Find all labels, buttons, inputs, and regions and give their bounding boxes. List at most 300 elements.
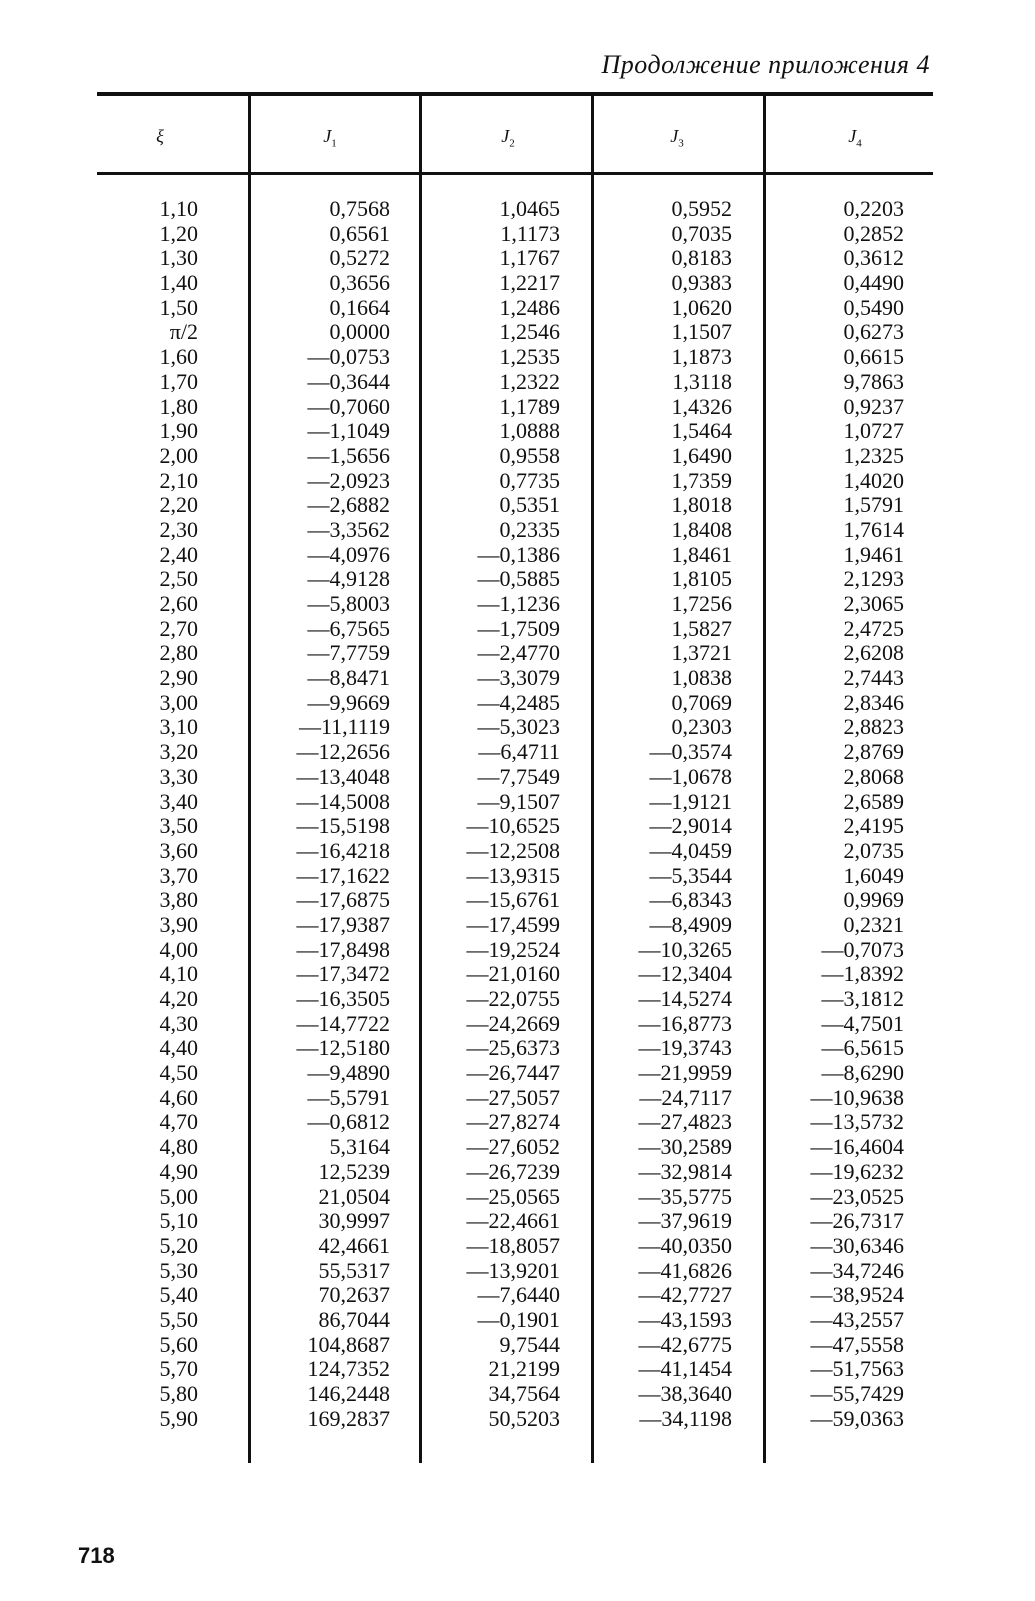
table-cell: 3,30 — [159, 763, 198, 789]
table-cell: —59,0363 — [810, 1405, 904, 1431]
table-cell: 2,00 — [159, 442, 198, 468]
table-cell: —13,9315 — [466, 862, 560, 888]
table-cell: —4,9128 — [307, 566, 390, 592]
table-cell: —16,3505 — [296, 986, 390, 1011]
table-cell: —1,0678 — [649, 763, 732, 789]
table-cell: 12,5239 — [318, 1158, 390, 1184]
table-cell: —2,6882 — [307, 492, 390, 518]
table-cell: 1,1767 — [499, 245, 560, 271]
table-cell: 9,7544 — [499, 1331, 560, 1357]
table-cell: —7,7759 — [307, 640, 390, 666]
table-cell: —27,6052 — [466, 1134, 560, 1160]
table-row — [0, 715, 1035, 740]
table-cell: —9,9669 — [307, 689, 390, 715]
table-cell: 50,5203 — [488, 1405, 560, 1431]
table-row — [0, 518, 1035, 543]
table-cell: —10,9638 — [810, 1084, 904, 1110]
table-cell: —14,7722 — [296, 1010, 390, 1036]
table-cell: —1,9121 — [649, 788, 732, 814]
table-cell: —26,7447 — [466, 1060, 560, 1086]
table-cell: —0,3644 — [307, 368, 390, 394]
table-row — [0, 888, 1035, 913]
table-cell: 1,30 — [159, 245, 198, 271]
page-header: Продолжение приложения 4 — [601, 50, 930, 79]
table-cell: 1,8408 — [671, 516, 732, 542]
table-cell: 1,40 — [159, 270, 198, 296]
table-cell: —7,6440 — [477, 1282, 560, 1308]
table-cell: 2,90 — [159, 665, 198, 691]
table-cell: 1,70 — [159, 368, 198, 394]
table-cell: —4,7501 — [821, 1010, 904, 1036]
table-cell: —0,7060 — [307, 393, 390, 419]
table-cell: —1,7509 — [477, 615, 560, 641]
table-row — [0, 1357, 1035, 1382]
table-cell: —26,7317 — [810, 1208, 904, 1234]
table-row — [0, 222, 1035, 247]
column-header-xi — [120, 126, 200, 147]
table-cell: 1,7359 — [671, 467, 732, 493]
table-cell: 34,7564 — [488, 1381, 560, 1406]
table-cell: 3,80 — [159, 887, 198, 913]
table-cell: 1,2322 — [499, 368, 560, 394]
table-cell: 1,8461 — [671, 541, 732, 567]
table-cell: 1,2546 — [499, 319, 560, 345]
table-cell: 3,50 — [159, 813, 198, 839]
table-cell: 1,9461 — [843, 541, 904, 567]
table-row — [0, 617, 1035, 642]
table-cell: —8,4909 — [649, 911, 732, 937]
table-cell: —3,1812 — [821, 986, 904, 1011]
table-cell: 1,2217 — [499, 270, 560, 296]
table-cell: —4,0976 — [307, 541, 390, 567]
table-row — [0, 1086, 1035, 1111]
column-header-j4 — [815, 126, 895, 150]
table-cell: 1,0838 — [671, 665, 732, 691]
table-cell: 1,2535 — [499, 344, 560, 370]
table-row — [0, 1061, 1035, 1086]
table-row — [0, 493, 1035, 518]
table-cell: —9,1507 — [477, 788, 560, 814]
table-cell: —0,5885 — [477, 566, 560, 592]
table-cell: —12,2656 — [296, 739, 390, 765]
table-cell: 4,60 — [159, 1084, 198, 1110]
table-cell: 124,7352 — [307, 1356, 390, 1382]
table-cell: 1,90 — [159, 418, 198, 444]
table-cell: 0,7069 — [671, 689, 732, 715]
table-row — [0, 691, 1035, 716]
table-cell: 5,70 — [159, 1356, 198, 1382]
table-cell: —0,7073 — [821, 936, 904, 962]
table-cell: —21,0160 — [466, 961, 560, 987]
table-row — [0, 987, 1035, 1012]
table-cell: —51,7563 — [810, 1356, 904, 1382]
column-header-sub: 2 — [509, 137, 515, 150]
table-cell: 0,2335 — [499, 516, 560, 542]
table-cell: 1,3721 — [671, 640, 732, 666]
table-cell: —17,4599 — [466, 911, 560, 937]
table-row — [0, 814, 1035, 839]
table-cell: —22,0755 — [466, 986, 560, 1011]
table-cell: —55,7429 — [810, 1381, 904, 1406]
table-cell: —25,0565 — [466, 1183, 560, 1209]
table-cell: 0,6561 — [329, 220, 390, 246]
table-row — [0, 320, 1035, 345]
table-cell: —22,4661 — [466, 1208, 560, 1234]
table-row — [0, 1234, 1035, 1259]
column-header-label: J — [848, 126, 857, 146]
table-row — [0, 345, 1035, 370]
table-cell: 2,8346 — [843, 689, 904, 715]
table-cell: —16,8773 — [638, 1010, 732, 1036]
table-cell: 1,0620 — [671, 294, 732, 320]
table-cell: —15,6761 — [466, 887, 560, 913]
table-cell: 0,7568 — [329, 196, 390, 221]
table-row — [0, 370, 1035, 395]
table-cell: —19,2524 — [466, 936, 560, 962]
table-cell: —5,3544 — [649, 862, 732, 888]
table-cell: —18,8057 — [466, 1232, 560, 1258]
table-row — [0, 1382, 1035, 1407]
table-cell: 1,5791 — [843, 492, 904, 518]
table-cell: —13,9201 — [466, 1257, 560, 1283]
column-header-j2 — [468, 126, 548, 150]
table-body — [0, 197, 1035, 1431]
table-cell: 0,0000 — [329, 319, 390, 345]
table-cell: 1,7256 — [671, 591, 732, 616]
column-header-label: J — [323, 126, 332, 146]
table-row — [0, 567, 1035, 592]
table-cell: 5,10 — [159, 1208, 198, 1234]
table-row — [0, 839, 1035, 864]
table-cell: —1,1236 — [477, 591, 560, 616]
table-row — [0, 543, 1035, 568]
table-row — [0, 1185, 1035, 1210]
table-cell: 4,90 — [159, 1158, 198, 1184]
table-cell: —24,2669 — [466, 1010, 560, 1036]
table-cell: 2,8068 — [843, 763, 904, 789]
column-header-j3 — [637, 126, 717, 150]
table-cell: —24,7117 — [639, 1084, 732, 1110]
table-cell: —43,1593 — [638, 1306, 732, 1332]
table-row — [0, 1160, 1035, 1185]
table-cell: —42,7727 — [638, 1282, 732, 1308]
table-cell: —5,8003 — [307, 591, 390, 616]
table-cell: —0,1901 — [477, 1306, 560, 1332]
column-header-label: J — [501, 126, 510, 146]
table-row — [0, 1135, 1035, 1160]
table-header-rule — [97, 172, 933, 175]
table-cell: —12,3404 — [638, 961, 732, 987]
table-cell: 2,4195 — [843, 813, 904, 839]
table-cell: 1,4326 — [671, 393, 732, 419]
table-cell: —2,4770 — [477, 640, 560, 666]
table-cell: 4,20 — [159, 986, 198, 1011]
table-cell: —41,1454 — [638, 1356, 732, 1382]
table-cell: —17,9387 — [296, 911, 390, 937]
table-row — [0, 790, 1035, 815]
table-cell: 0,4490 — [843, 270, 904, 296]
table-row — [0, 1283, 1035, 1308]
table-cell: π/2 — [169, 319, 198, 345]
table-row — [0, 1209, 1035, 1234]
table-cell: 2,8769 — [843, 739, 904, 765]
table-row — [0, 913, 1035, 938]
table-row — [0, 395, 1035, 420]
table-cell: 5,60 — [159, 1331, 198, 1357]
table-cell: —17,3472 — [296, 961, 390, 987]
table-cell: —5,5791 — [307, 1084, 390, 1110]
table-cell: 0,3612 — [843, 245, 904, 271]
table-cell: 0,8183 — [671, 245, 732, 271]
table-cell: 2,60 — [159, 591, 198, 616]
table-cell: —1,1049 — [307, 418, 390, 444]
table-cell: —0,0753 — [307, 344, 390, 370]
table-cell: —17,8498 — [296, 936, 390, 962]
table-cell: 4,40 — [159, 1035, 198, 1061]
table-cell: —43,2557 — [810, 1306, 904, 1332]
table-cell: —2,9014 — [649, 813, 732, 839]
table-cell: 3,40 — [159, 788, 198, 814]
table-cell: —10,6525 — [466, 813, 560, 839]
table-cell: 70,2637 — [318, 1282, 390, 1308]
table-cell: —1,5656 — [307, 442, 390, 468]
table-cell: 0,2303 — [671, 714, 732, 740]
table-cell: —0,3574 — [649, 739, 732, 765]
table-cell: —2,0923 — [307, 467, 390, 493]
table-cell: 2,3065 — [843, 591, 904, 616]
table-cell: 3,90 — [159, 911, 198, 937]
table-cell: 0,6615 — [843, 344, 904, 370]
column-header-sub: 1 — [331, 137, 337, 150]
table-row — [0, 1110, 1035, 1135]
table-cell: —19,3743 — [638, 1035, 732, 1061]
table-cell: 1,0727 — [843, 418, 904, 444]
table-cell: —6,4711 — [478, 739, 560, 765]
table-cell: 2,70 — [159, 615, 198, 641]
table-cell: 0,7735 — [499, 467, 560, 493]
page-number: 718 — [78, 1543, 115, 1568]
table-cell: 3,00 — [159, 689, 198, 715]
table-row — [0, 740, 1035, 765]
table-cell: 146,2448 — [307, 1381, 390, 1406]
table-row — [0, 1259, 1035, 1284]
table-cell: 2,30 — [159, 516, 198, 542]
table-cell: 4,10 — [159, 961, 198, 987]
table-cell: —47,5558 — [810, 1331, 904, 1357]
table-row — [0, 864, 1035, 889]
table-cell: 0,2203 — [843, 196, 904, 221]
table-cell: 104,8687 — [307, 1331, 390, 1357]
table-row — [0, 296, 1035, 321]
table-cell: 5,50 — [159, 1306, 198, 1332]
table-cell: —0,6812 — [307, 1109, 390, 1135]
table-cell: —4,2485 — [477, 689, 560, 715]
table-cell: —27,5057 — [466, 1084, 560, 1110]
table-cell: —17,6875 — [296, 887, 390, 913]
table-cell: 1,2486 — [499, 294, 560, 320]
table-row — [0, 197, 1035, 222]
table-cell: 42,4661 — [318, 1232, 390, 1258]
table-cell: 55,5317 — [318, 1257, 390, 1283]
table-cell: 1,0465 — [499, 196, 560, 221]
table-cell: 1,6049 — [843, 862, 904, 888]
table-cell: —35,5775 — [638, 1183, 732, 1209]
table-cell: 169,2837 — [307, 1405, 390, 1431]
table-cell: 3,10 — [159, 714, 198, 740]
table-cell: 1,5827 — [671, 615, 732, 641]
table-cell: 4,50 — [159, 1060, 198, 1086]
column-header-sub: 4 — [856, 137, 862, 150]
table-cell: 3,70 — [159, 862, 198, 888]
table-cell: 4,30 — [159, 1010, 198, 1036]
table-row — [0, 444, 1035, 469]
table-cell: —13,5732 — [810, 1109, 904, 1135]
table-cell: 9,7863 — [843, 368, 904, 394]
table-row — [0, 962, 1035, 987]
table-cell: 1,1789 — [499, 393, 560, 419]
table-cell: —40,0350 — [638, 1232, 732, 1258]
table-cell: —16,4218 — [296, 837, 390, 863]
table-cell: 1,7614 — [843, 516, 904, 542]
table-cell: 5,00 — [159, 1183, 198, 1209]
table-cell: 5,40 — [159, 1282, 198, 1308]
table-cell: 1,80 — [159, 393, 198, 419]
table-cell: 3,20 — [159, 739, 198, 765]
table-cell: 0,1664 — [329, 294, 390, 320]
table-cell: —12,5180 — [296, 1035, 390, 1061]
table-cell: —25,6373 — [466, 1035, 560, 1061]
table-cell: —30,2589 — [638, 1134, 732, 1160]
table-cell: 2,6589 — [843, 788, 904, 814]
table-cell: —15,5198 — [296, 813, 390, 839]
table-cell: 0,9383 — [671, 270, 732, 296]
table-cell: —38,3640 — [638, 1381, 732, 1406]
table-cell: 0,6273 — [843, 319, 904, 345]
column-header-sub: 3 — [678, 137, 684, 150]
table-cell: —9,4890 — [307, 1060, 390, 1086]
table-cell: —19,6232 — [810, 1158, 904, 1184]
table-cell: 5,20 — [159, 1232, 198, 1258]
table-cell: —34,7246 — [810, 1257, 904, 1283]
table-cell: —6,5615 — [821, 1035, 904, 1061]
table-cell: 0,5272 — [329, 245, 390, 271]
table-row — [0, 1036, 1035, 1061]
table-row — [0, 641, 1035, 666]
column-header-label: J — [670, 126, 679, 146]
table-cell: 0,2321 — [843, 911, 904, 937]
table-cell: 1,5464 — [671, 418, 732, 444]
table-cell: —21,9959 — [638, 1060, 732, 1086]
table-cell: 86,7044 — [318, 1306, 390, 1332]
table-cell: —26,7239 — [466, 1158, 560, 1184]
table-cell: 30,9997 — [318, 1208, 390, 1234]
table-cell: 5,3164 — [329, 1134, 390, 1160]
table-cell: 0,5490 — [843, 294, 904, 320]
table-cell: 0,7035 — [671, 220, 732, 246]
table-cell: 2,4725 — [843, 615, 904, 641]
table-cell: —38,9524 — [810, 1282, 904, 1308]
table-cell: 2,80 — [159, 640, 198, 666]
table-row — [0, 765, 1035, 790]
table-cell: 1,0888 — [499, 418, 560, 444]
table-cell: —8,8471 — [307, 665, 390, 691]
table-row — [0, 246, 1035, 271]
table-cell: —37,9619 — [638, 1208, 732, 1234]
table-row — [0, 469, 1035, 494]
table-cell: 5,90 — [159, 1405, 198, 1431]
table-cell: —0,1386 — [477, 541, 560, 567]
table-cell: —3,3079 — [477, 665, 560, 691]
table-row — [0, 271, 1035, 296]
table-cell: 21,2199 — [488, 1356, 560, 1382]
column-header-j1 — [290, 126, 370, 150]
table-row — [0, 419, 1035, 444]
table-cell: 0,5952 — [671, 196, 732, 221]
table-cell: 0,9237 — [843, 393, 904, 419]
table-cell: —30,6346 — [810, 1232, 904, 1258]
table-cell: —34,1198 — [639, 1405, 732, 1431]
table-cell: —23,0525 — [810, 1183, 904, 1209]
table-cell: —14,5008 — [296, 788, 390, 814]
table-cell: —11,1119 — [298, 714, 390, 740]
table-cell: 4,00 — [159, 936, 198, 962]
table-cell: —42,6775 — [638, 1331, 732, 1357]
table-cell: 2,8823 — [843, 714, 904, 740]
table-cell: 1,3118 — [672, 368, 732, 394]
table-cell: 0,5351 — [499, 492, 560, 518]
table-cell: —14,5274 — [638, 986, 732, 1011]
table-cell: 0,3656 — [329, 270, 390, 296]
table-cell: 1,1173 — [500, 220, 560, 246]
table-cell: —8,6290 — [821, 1060, 904, 1086]
table-cell: 2,1293 — [843, 566, 904, 592]
table-cell: —32,9814 — [638, 1158, 732, 1184]
table-cell: 2,10 — [159, 467, 198, 493]
table-cell: 2,20 — [159, 492, 198, 518]
table-cell: 1,1507 — [671, 319, 732, 345]
table-row — [0, 666, 1035, 691]
table-cell: —27,8274 — [466, 1109, 560, 1135]
table-cell: 1,4020 — [843, 467, 904, 493]
table-cell: —27,4823 — [638, 1109, 732, 1135]
column-header-label: ξ — [156, 126, 164, 146]
table-cell: 2,40 — [159, 541, 198, 567]
table-cell: 1,1873 — [671, 344, 732, 370]
table-cell: 1,2325 — [843, 442, 904, 468]
table-cell: —5,3023 — [477, 714, 560, 740]
table-cell: 4,80 — [159, 1134, 198, 1160]
table-cell: 1,6490 — [671, 442, 732, 468]
table-row — [0, 1308, 1035, 1333]
table-cell: —13,4048 — [296, 763, 390, 789]
table-cell: —3,3562 — [307, 516, 390, 542]
table-cell: 1,8105 — [671, 566, 732, 592]
table-cell: —7,7549 — [477, 763, 560, 789]
table-cell: 21,0504 — [318, 1183, 390, 1209]
table-cell: 1,8018 — [671, 492, 732, 518]
table-cell: 2,6208 — [843, 640, 904, 666]
table-cell: 0,9558 — [499, 442, 560, 468]
table-cell: 0,9969 — [843, 887, 904, 913]
table-row — [0, 1333, 1035, 1358]
table-cell: 5,30 — [159, 1257, 198, 1283]
table-row — [0, 938, 1035, 963]
table-cell: 1,50 — [159, 294, 198, 320]
table-top-rule — [97, 92, 933, 96]
table-cell: 2,0735 — [843, 837, 904, 863]
table-cell: —1,8392 — [821, 961, 904, 987]
table-cell: 0,2852 — [843, 220, 904, 246]
